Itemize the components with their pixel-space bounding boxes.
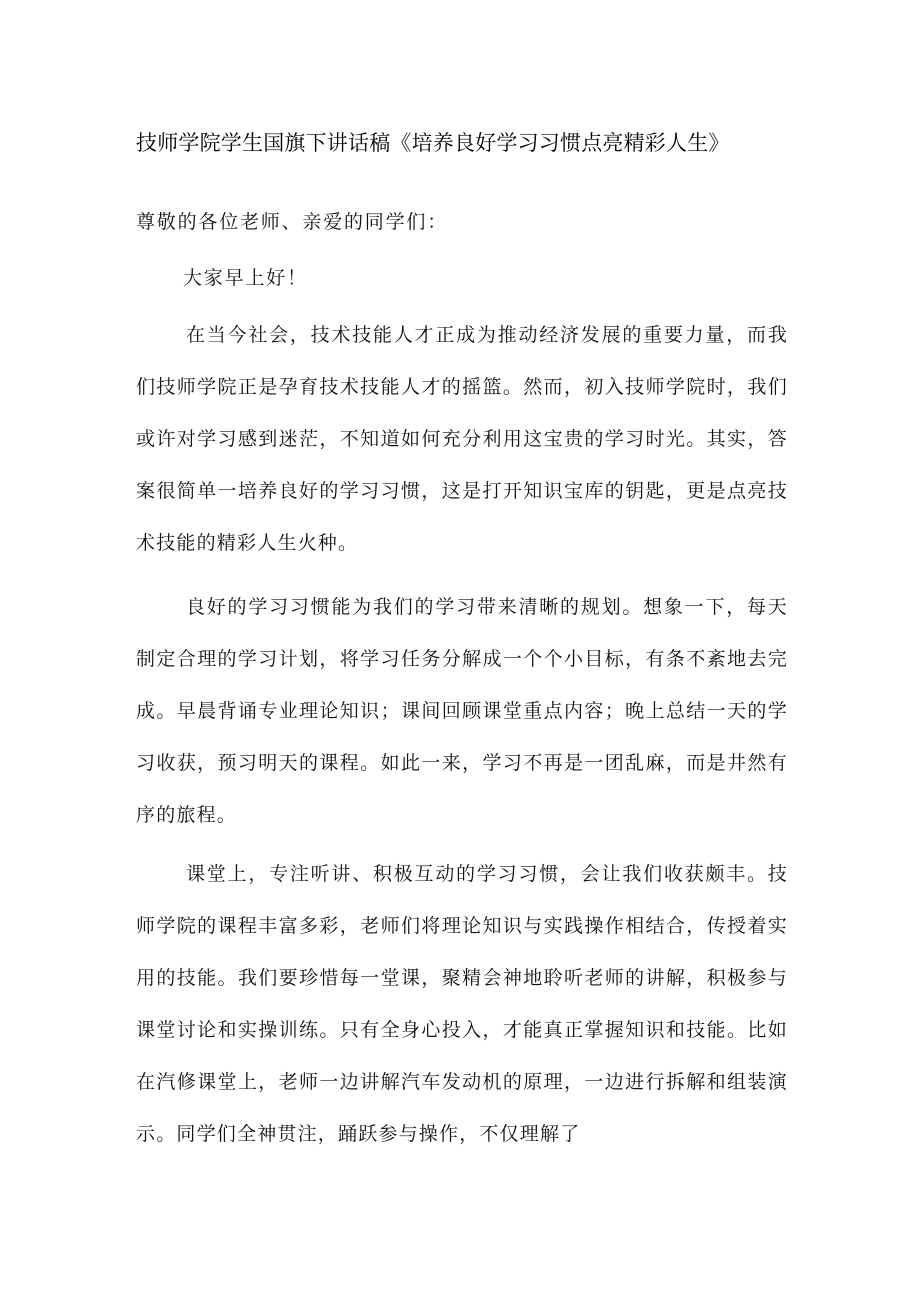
body-paragraph: 在当今社会，技术技能人才正成为推动经济发展的重要力量，而我们技师学院正是孕育技术技能人才的摇篮。然而，初入技师学院时，我们或许对学习感到迷茫，不知道如何充分利用这宝贵的学习时光。其实，答案很简单一培养良好的学习习惯，这是打开知识宝库的钥匙，更是点亮技术技能的精彩人生火种。 — [136, 324, 788, 554]
body-paragraph: 良好的学习习惯能为我们的学习带来清晰的规划。想象一下，每天制定合理的学习计划，将学习任务分解成一个个小目标，有条不紊地去完成。早晨背诵专业理论知识；课间回顾课堂重点内容；晚上总结一天的学习收获，预习明天的课程。如此一来，学习不再是一团乱麻，而是井然有序的旅程。 — [136, 596, 788, 826]
salutation: 尊敬的各位老师、亲爱的同学们： — [136, 211, 449, 233]
body-paragraph: 课堂上，专注听讲、积极互动的学习习惯，会让我们收获颇丰。技师学院的课程丰富多彩，老师们将理论知识与实践操作相结合，传授着实用的技能。我们要珍惜每一堂课，聚精会神地聆听老师的讲解，积极参与课堂讨论和实操训练。只有全身心投入，才能真正掌握知识和技能。比如在汽修课堂上，老师一边讲解汽车发动机的原理，一边进行拆解和组装演示。同学们全神贯注，踊跃参与操作，不仅理解了 — [136, 863, 788, 1145]
greeting: 大家早上好！ — [183, 267, 308, 289]
document-title: 技师学院学生国旗下讲话稿《培养良好学习习惯点亮精彩人生》 — [136, 131, 730, 155]
